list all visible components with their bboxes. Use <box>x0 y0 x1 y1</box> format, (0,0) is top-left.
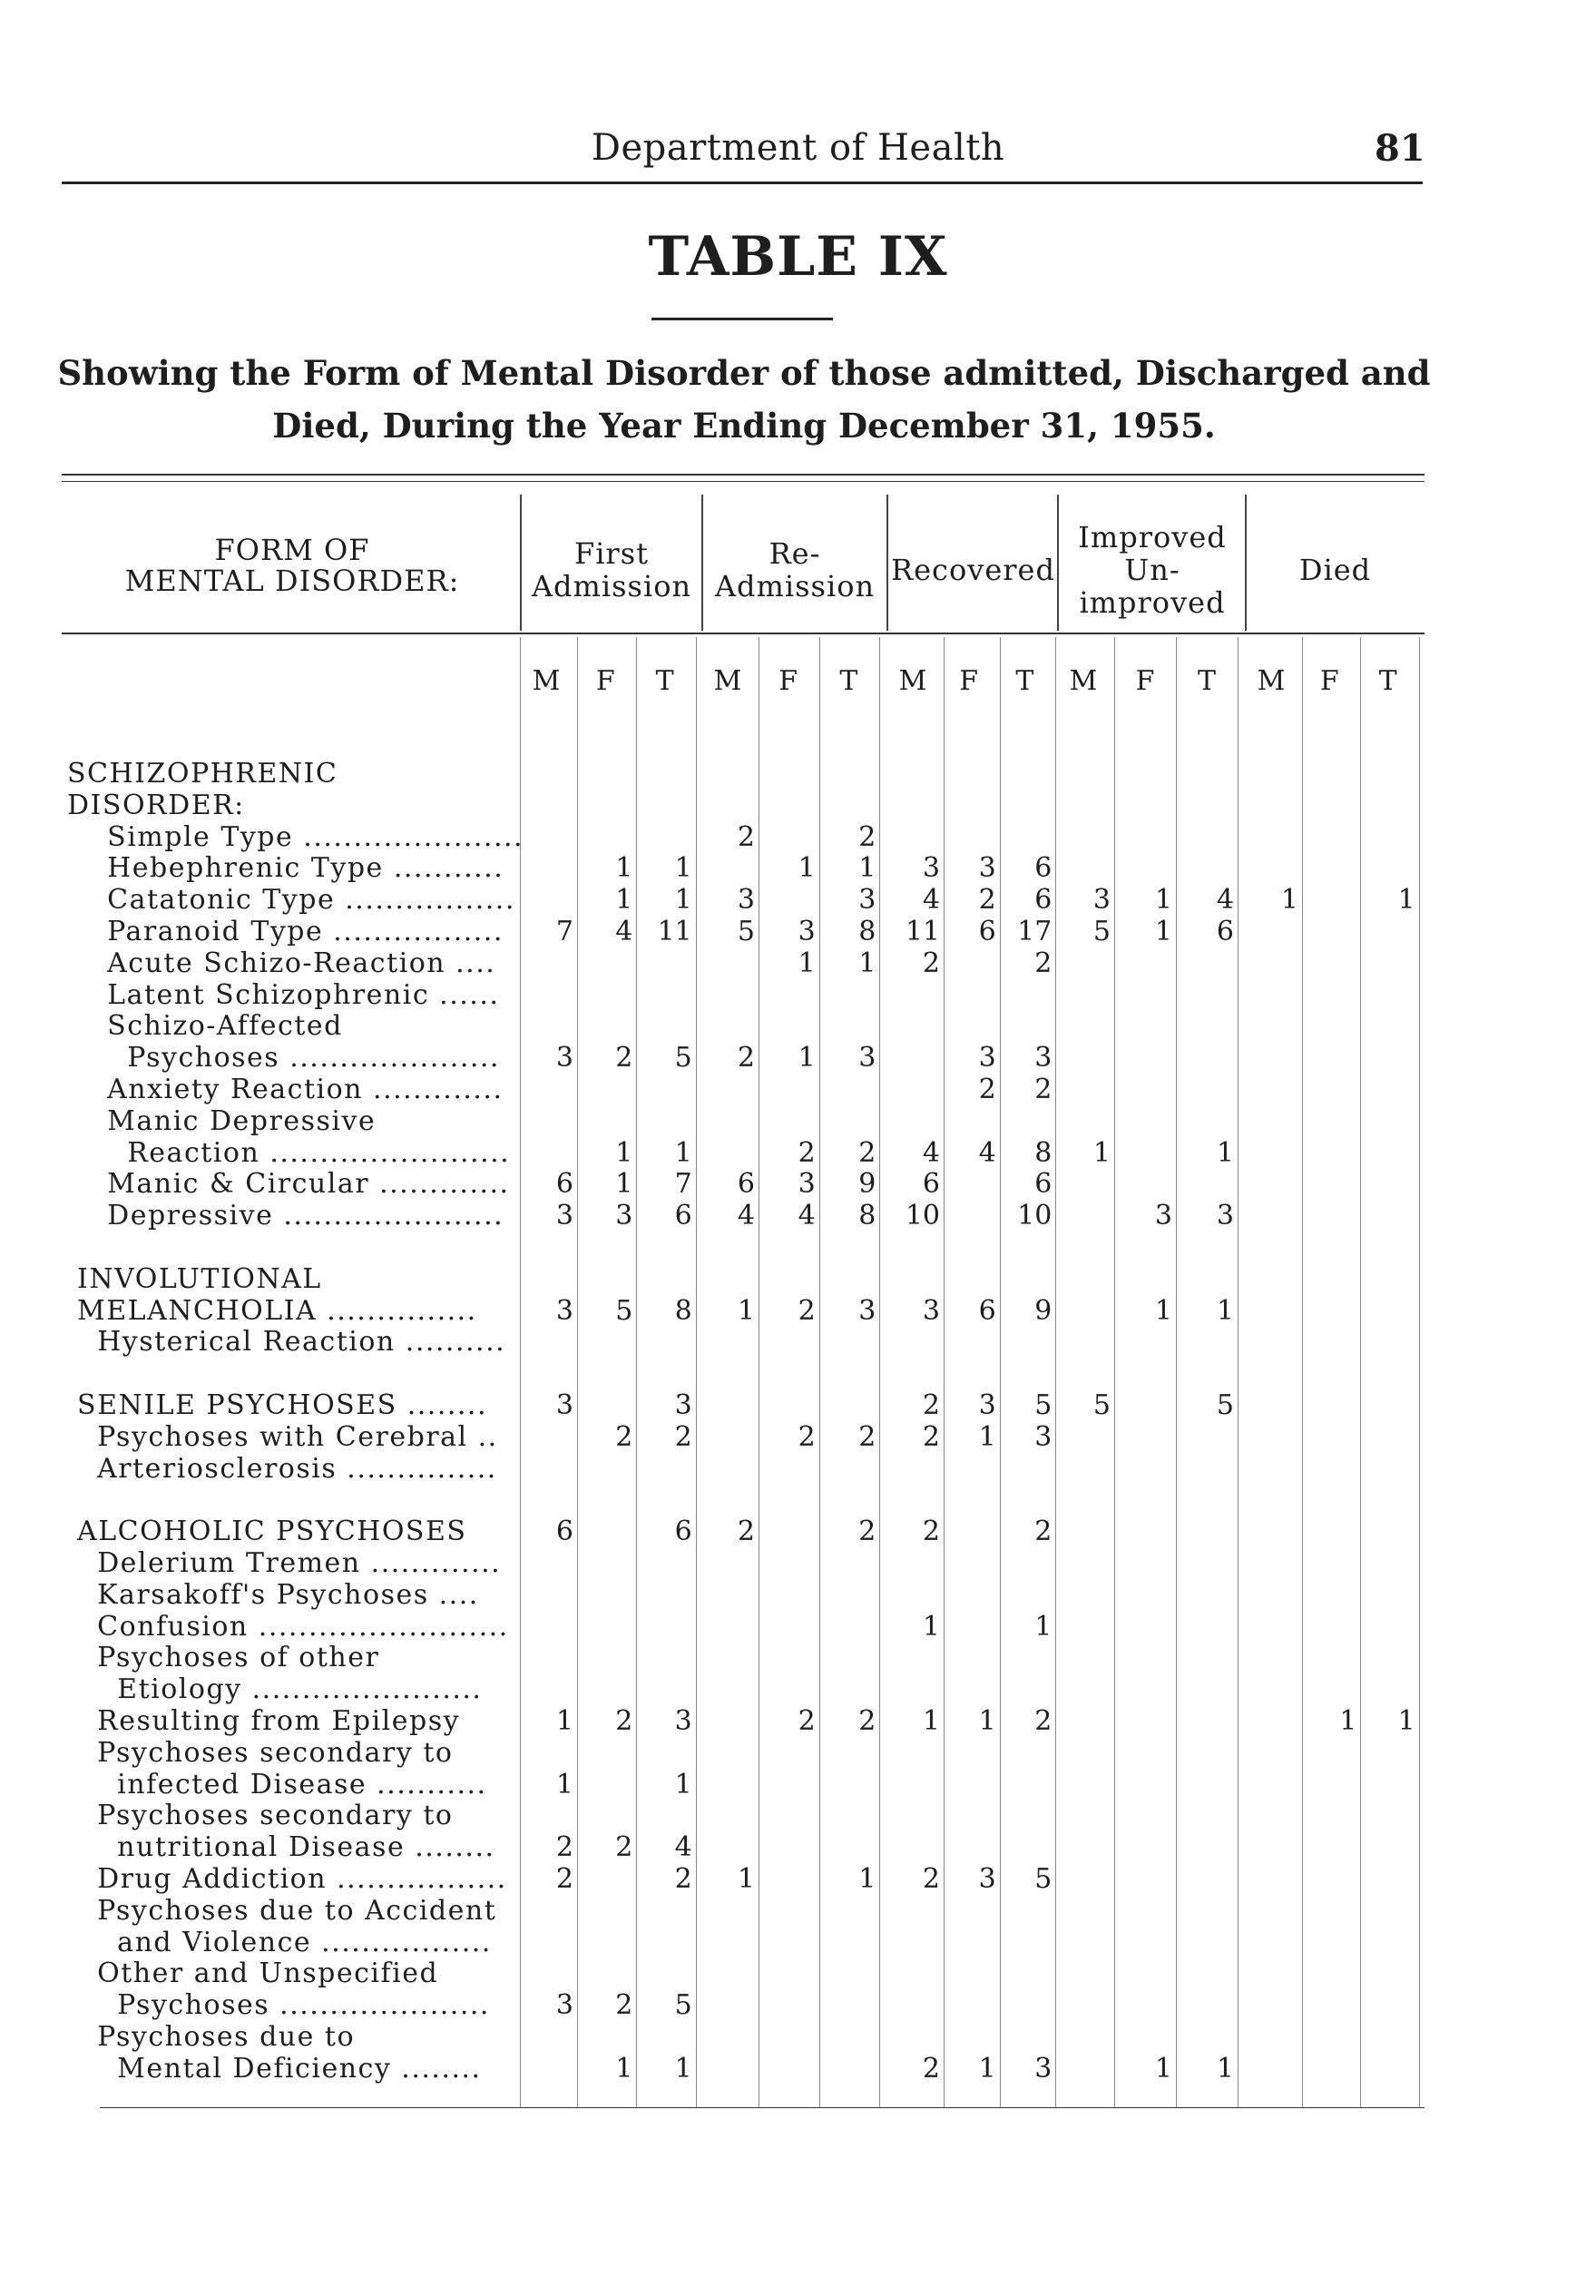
column-divider <box>1114 637 1115 2107</box>
table-cell: 2 <box>858 820 876 853</box>
subtitle-line: Showing the Form of Mental Disorder of those admitted, Discharged and <box>57 353 1431 393</box>
group-header-line: Admission <box>531 569 692 603</box>
form-header-line: FORM OF <box>214 533 370 567</box>
table-cell: 1 <box>674 884 692 917</box>
table-cell: 1 <box>798 852 816 885</box>
table-cell: 6 <box>1034 884 1053 917</box>
column-divider <box>879 637 880 2107</box>
table-cell: 4 <box>922 884 940 917</box>
row-label: DISORDER: <box>67 789 245 821</box>
row-label: Drug Addiction ................. <box>67 1863 507 1895</box>
row-label: Paranoid Type ................. <box>67 916 504 947</box>
column-divider <box>577 637 578 2107</box>
table-cell: 1 <box>674 2052 692 2085</box>
row-label: Depressive ...................... <box>67 1200 504 1232</box>
table-top-rule <box>62 474 1425 476</box>
table-cell: 1 <box>737 1294 755 1327</box>
row-label: Psychoses ..................... <box>67 1989 490 2022</box>
table-cell: 6 <box>674 1200 692 1232</box>
group-header-line: First <box>573 536 649 571</box>
column-subheader: T <box>1378 665 1397 697</box>
row-label: infected Disease ........... <box>67 1768 487 1800</box>
table-cell: 17 <box>1017 916 1053 947</box>
column-divider <box>1419 637 1420 2107</box>
column-subheader: F <box>1319 665 1339 697</box>
table-cell: 10 <box>905 1200 940 1232</box>
row-label: Resulting from Epilepsy <box>67 1705 461 1737</box>
table-cell: 1 <box>674 852 692 885</box>
row-label: MELANCHOLIA ............... <box>67 1294 477 1327</box>
table-cell: 2 <box>737 1516 755 1548</box>
table-cell: 3 <box>555 1200 573 1232</box>
table-cell: 2 <box>922 947 940 979</box>
row-label: Psychoses ..................... <box>67 1042 500 1074</box>
table-cell: 4 <box>615 916 633 947</box>
group-separator <box>886 495 888 631</box>
table-cell: 2 <box>858 1136 876 1169</box>
table-cell: 2 <box>615 1831 633 1864</box>
table-cell: 1 <box>615 884 633 917</box>
row-label: nutritional Disease ........ <box>67 1831 495 1864</box>
table-cell: 1 <box>922 1705 940 1737</box>
table-cell: 1 <box>1216 1136 1234 1169</box>
table-cell: 3 <box>922 852 940 885</box>
row-label: Schizo-Affected <box>67 1010 343 1043</box>
table-cell: 3 <box>1034 1042 1053 1074</box>
page-number: 81 <box>1375 127 1425 170</box>
column-divider <box>636 637 637 2107</box>
column-divider <box>1302 637 1303 2107</box>
table-cell: 1 <box>978 1705 996 1737</box>
table-bottom-rule <box>100 2107 1425 2108</box>
table-cell: 2 <box>798 1705 816 1737</box>
title-rule <box>651 318 833 320</box>
table-cell: 3 <box>1092 884 1111 917</box>
column-subheader: T <box>839 665 858 697</box>
table-cell: 2 <box>922 1516 940 1548</box>
table-cell: 2 <box>922 1863 940 1895</box>
group-header-line: improved <box>1079 585 1226 620</box>
column-subheader: T <box>1197 665 1216 697</box>
row-label: INVOLUTIONAL <box>67 1262 322 1295</box>
table-cell: 2 <box>922 2052 940 2085</box>
table-cell: 9 <box>1034 1294 1053 1327</box>
group-header-line: Un- <box>1124 553 1180 587</box>
table-cell: 2 <box>858 1516 876 1548</box>
table-title: TABLE IX <box>648 225 948 289</box>
column-divider <box>1360 637 1361 2107</box>
table-cell: 1 <box>1154 2052 1172 2085</box>
group-header-line: Recovered <box>891 553 1055 587</box>
table-cell: 4 <box>737 1200 755 1232</box>
table-cell: 3 <box>737 884 755 917</box>
table-cell: 1 <box>674 1768 692 1800</box>
table-cell: 5 <box>674 1989 692 2022</box>
table-cell: 2 <box>798 1136 816 1169</box>
group-separator <box>520 495 522 631</box>
row-label: Hebephrenic Type ........... <box>67 852 504 885</box>
column-subheader: T <box>655 665 674 697</box>
row-label: Hysterical Reaction .......... <box>67 1326 506 1359</box>
table-cell: 5 <box>1034 1863 1053 1895</box>
table-cell: 1 <box>858 852 876 885</box>
table-cell: 6 <box>978 1294 996 1327</box>
running-header: Department of Health <box>591 127 1005 169</box>
row-label: Reaction ........................ <box>67 1136 511 1169</box>
table-cell: 3 <box>798 1168 816 1201</box>
table-cell: 2 <box>615 1042 633 1074</box>
table-cell: 1 <box>1280 884 1298 917</box>
table-cell: 3 <box>978 1863 996 1895</box>
table-cell: 2 <box>555 1831 573 1864</box>
table-cell: 1 <box>674 1136 692 1169</box>
table-cell: 3 <box>1034 2052 1053 2085</box>
row-label: Psychoses due to Accident <box>67 1894 497 1927</box>
column-subheader: T <box>1015 665 1034 697</box>
row-label: Latent Schizophrenic ...... <box>67 978 500 1011</box>
row-label: Other and Unspecified <box>67 1957 439 1990</box>
row-label: Arteriosclerosis ............... <box>67 1452 497 1485</box>
column-divider <box>1176 637 1177 2107</box>
row-label: Etiology ....................... <box>67 1673 483 1706</box>
table-cell: 2 <box>978 884 996 917</box>
table-cell: 3 <box>555 1042 573 1074</box>
table-cell: 2 <box>922 1420 940 1453</box>
table-cell: 5 <box>1092 1389 1111 1421</box>
table-cell: 6 <box>555 1168 573 1201</box>
row-label: Manic & Circular ............. <box>67 1168 510 1201</box>
group-header-line: Re- <box>769 536 821 571</box>
table-cell: 2 <box>737 1042 755 1074</box>
table-cell: 4 <box>922 1136 940 1169</box>
table-top-rule-2 <box>62 481 1425 482</box>
table-cell: 2 <box>1034 1516 1053 1548</box>
row-label: Psychoses secondary to <box>67 1736 454 1769</box>
table-cell: 2 <box>615 1420 633 1453</box>
table-cell: 5 <box>1216 1389 1234 1421</box>
column-subheader: M <box>1257 665 1286 697</box>
table-cell: 2 <box>858 1420 876 1453</box>
table-cell: 5 <box>737 916 755 947</box>
table-cell: 1 <box>1339 1705 1357 1737</box>
table-cell: 3 <box>978 1389 996 1421</box>
column-divider <box>819 637 820 2107</box>
table-cell: 8 <box>858 916 876 947</box>
row-label: Simple Type ...................... <box>67 820 524 853</box>
row-label: SCHIZOPHRENIC <box>67 758 338 790</box>
row-label: Karsakoff's Psychoses .... <box>67 1578 479 1611</box>
table-cell: 3 <box>978 852 996 885</box>
table-cell: 10 <box>1017 1200 1053 1232</box>
table-cell: 8 <box>1034 1136 1053 1169</box>
table-cell: 2 <box>1034 1705 1053 1737</box>
table-cell: 3 <box>798 916 816 947</box>
table-cell: 3 <box>555 1389 573 1421</box>
table-cell: 5 <box>674 1042 692 1074</box>
table-cell: 3 <box>674 1389 692 1421</box>
header-bottom-rule <box>62 633 1425 634</box>
table-cell: 2 <box>978 1074 996 1105</box>
table-cell: 1 <box>1216 1294 1234 1327</box>
table-cell: 3 <box>1034 1420 1053 1453</box>
table-cell: 8 <box>858 1200 876 1232</box>
column-subheader: F <box>959 665 979 697</box>
table-cell: 1 <box>858 947 876 979</box>
table-cell: 4 <box>674 1831 692 1864</box>
table-cell: 3 <box>922 1294 940 1327</box>
table-cell: 1 <box>798 1042 816 1074</box>
table-cell: 2 <box>798 1294 816 1327</box>
table-cell: 2 <box>674 1863 692 1895</box>
row-label: Acute Schizo-Reaction .... <box>67 947 496 979</box>
table-cell: 6 <box>555 1516 573 1548</box>
column-subheader: F <box>778 665 798 697</box>
table-cell: 1 <box>1154 884 1172 917</box>
table-cell: 1 <box>978 1420 996 1453</box>
table-cell: 3 <box>615 1200 633 1232</box>
table-cell: 6 <box>1034 852 1053 885</box>
table-cell: 3 <box>555 1294 573 1327</box>
column-divider <box>696 637 697 2107</box>
table-cell: 3 <box>1216 1200 1234 1232</box>
table-cell: 1 <box>555 1705 573 1737</box>
row-label: Catatonic Type ................. <box>67 884 515 917</box>
table-cell: 2 <box>674 1420 692 1453</box>
row-label: Psychoses secondary to <box>67 1800 454 1832</box>
table-cell: 11 <box>905 916 940 947</box>
table-cell: 2 <box>798 1420 816 1453</box>
table-cell: 1 <box>1397 884 1415 917</box>
table-cell: 1 <box>1034 1610 1053 1643</box>
subtitle-line: Died, During the Year Ending December 31, 1955. <box>272 406 1216 446</box>
table-cell: 1 <box>922 1610 940 1643</box>
column-subheader: M <box>898 665 927 697</box>
table-cell: 2 <box>555 1863 573 1895</box>
group-header-line: Improved <box>1078 520 1227 554</box>
table-cell: 8 <box>674 1294 692 1327</box>
table-cell: 1 <box>615 852 633 885</box>
column-subheader: M <box>532 665 561 697</box>
table-cell: 1 <box>1397 1705 1415 1737</box>
table-cell: 1 <box>737 1863 755 1895</box>
table-cell: 11 <box>657 916 692 947</box>
table-cell: 5 <box>1034 1389 1053 1421</box>
table-cell: 1 <box>555 1768 573 1800</box>
table-cell: 4 <box>1216 884 1234 917</box>
column-subheader: F <box>595 665 615 697</box>
table-cell: 4 <box>978 1136 996 1169</box>
row-label: Confusion ......................... <box>67 1610 509 1643</box>
table-cell: 3 <box>858 884 876 917</box>
group-separator <box>1245 495 1247 631</box>
group-separator <box>701 495 703 631</box>
table-cell: 7 <box>674 1168 692 1201</box>
table-cell: 4 <box>798 1200 816 1232</box>
group-separator <box>1057 495 1059 631</box>
group-header-line: Admission <box>714 569 876 603</box>
table-cell: 1 <box>615 1136 633 1169</box>
table-cell: 2 <box>615 1705 633 1737</box>
column-subheader: M <box>713 665 742 697</box>
table-cell: 6 <box>674 1516 692 1548</box>
column-divider <box>1055 637 1056 2107</box>
column-subheader: F <box>1135 665 1155 697</box>
header-rule <box>62 182 1423 184</box>
table-cell: 1 <box>858 1863 876 1895</box>
column-subheader: M <box>1069 665 1098 697</box>
table-cell: 3 <box>858 1294 876 1327</box>
table-cell: 3 <box>555 1989 573 2022</box>
row-label: Psychoses with Cerebral .. <box>67 1420 498 1453</box>
table-cell: 1 <box>1154 1294 1172 1327</box>
table-cell: 1 <box>1092 1136 1111 1169</box>
table-cell: 6 <box>1216 916 1234 947</box>
table-cell: 1 <box>615 1168 633 1201</box>
table-cell: 6 <box>922 1168 940 1201</box>
row-label: Manic Depressive <box>67 1104 377 1137</box>
row-label: Anxiety Reaction ............. <box>67 1074 504 1105</box>
form-header-line: MENTAL DISORDER: <box>124 564 460 598</box>
table-cell: 2 <box>615 1989 633 2022</box>
table-cell: 6 <box>978 916 996 947</box>
table-cell: 1 <box>798 947 816 979</box>
table-cell: 2 <box>1034 947 1053 979</box>
table-cell: 2 <box>737 820 755 853</box>
table-cell: 5 <box>615 1294 633 1327</box>
group-header-line: Died <box>1298 553 1372 587</box>
table-cell: 1 <box>1154 916 1172 947</box>
row-label: SENILE PSYCHOSES ........ <box>67 1389 487 1421</box>
table-cell: 2 <box>1034 1074 1053 1105</box>
table-subtitle <box>50 347 1438 452</box>
table-cell: 3 <box>858 1042 876 1074</box>
table-cell: 1 <box>978 2052 996 2085</box>
table-cell: 1 <box>1216 2052 1234 2085</box>
row-label: Psychoses due to <box>67 2021 356 2053</box>
table-cell: 3 <box>674 1705 692 1737</box>
column-divider <box>1238 637 1239 2107</box>
row-label: ALCOHOLIC PSYCHOSES <box>67 1516 467 1548</box>
table-cell: 2 <box>858 1705 876 1737</box>
table-cell: 6 <box>1034 1168 1053 1201</box>
row-label: and Violence ................. <box>67 1926 492 1958</box>
table-cell: 2 <box>922 1389 940 1421</box>
table-cell: 3 <box>978 1042 996 1074</box>
row-label: Mental Deficiency ........ <box>67 2052 482 2085</box>
row-label: Delerium Tremen ............. <box>67 1547 502 1579</box>
table-cell: 3 <box>1154 1200 1172 1232</box>
table-cell: 1 <box>615 2052 633 2085</box>
table-cell: 5 <box>1092 916 1111 947</box>
row-label: Psychoses of other <box>67 1642 380 1674</box>
table-cell: 6 <box>737 1168 755 1201</box>
table-cell: 7 <box>555 916 573 947</box>
table-cell: 9 <box>858 1168 876 1201</box>
label-divider <box>520 637 521 2107</box>
